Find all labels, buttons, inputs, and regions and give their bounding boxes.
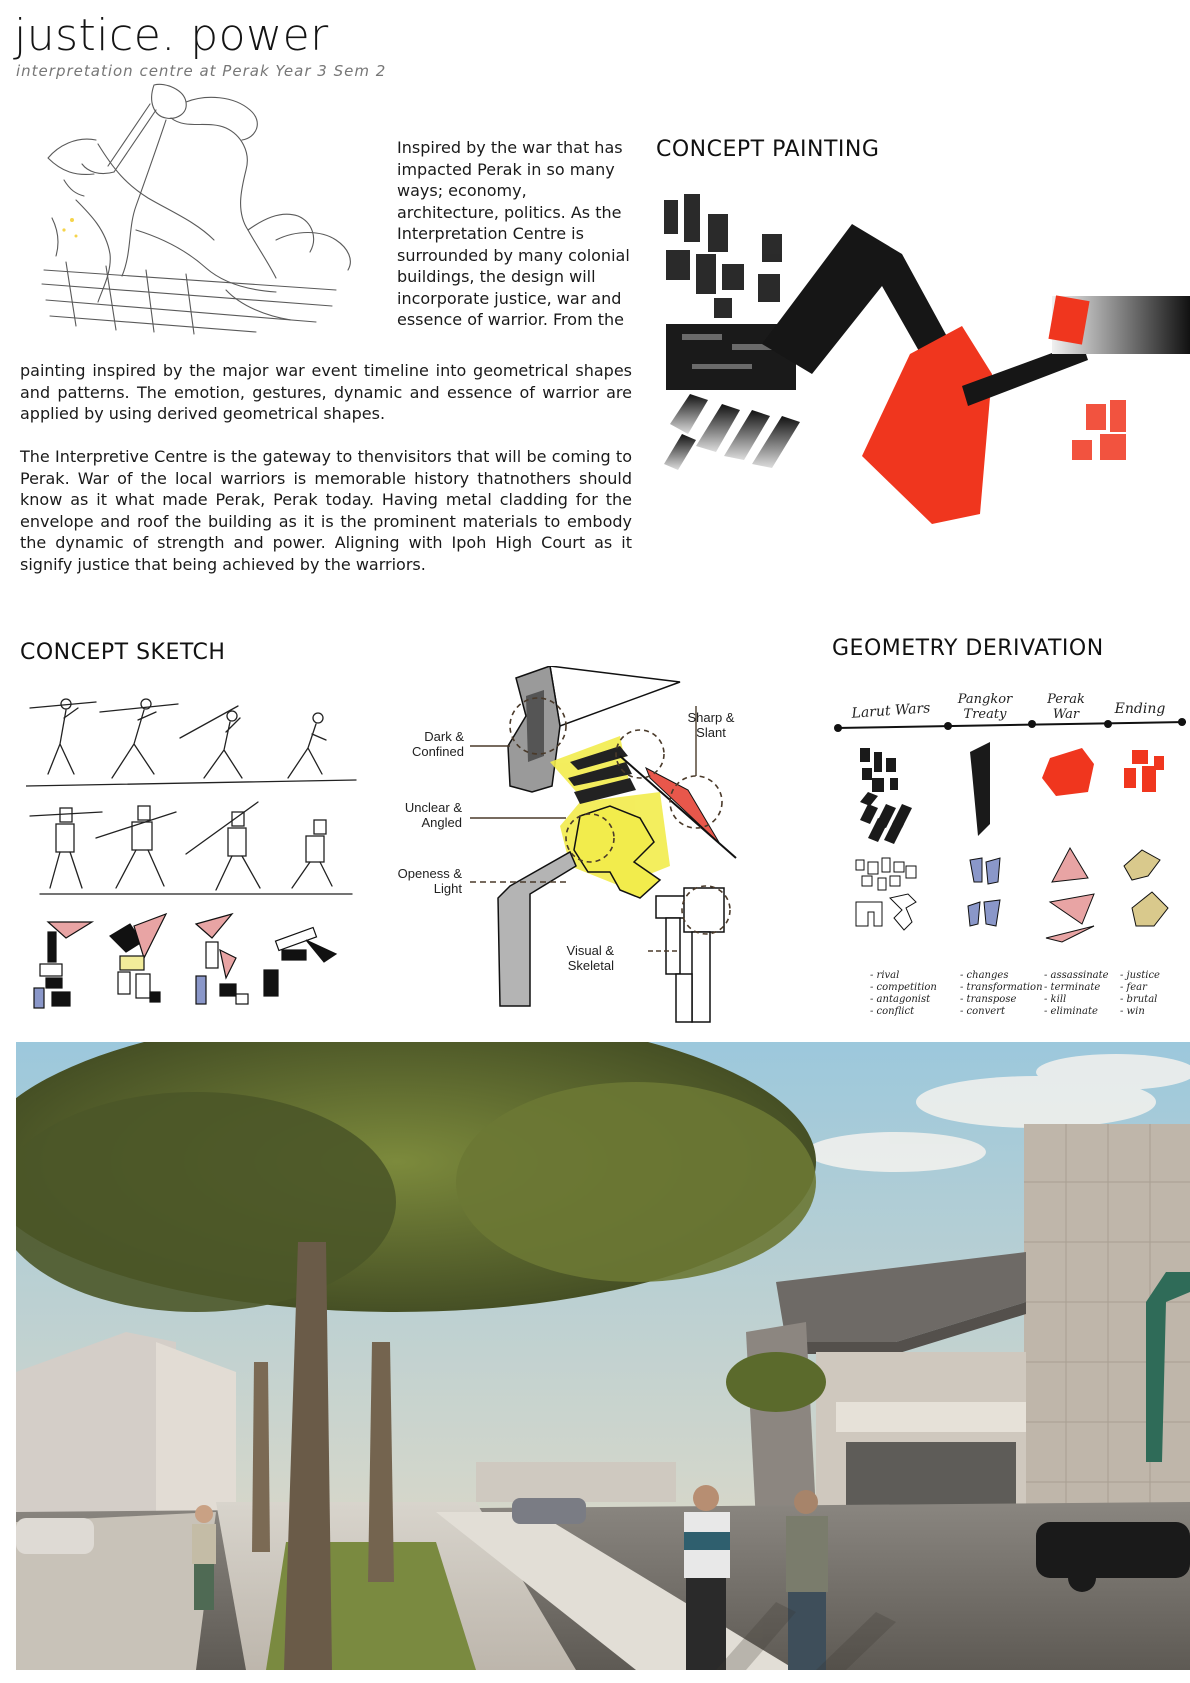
warrior-line-sketch (36, 80, 386, 340)
description-paragraph: The Interpretive Centre is the gateway to thenvisitors that will be coming to Perak. War of the local warriors is memorable history thatnothers should know as it what made Perak, Perak today. Having metal cladding for the envelope and roof the building as it is the prominent materials to embody the dynamic of strength and power. Aligning with Ipoh High Court as it signify justice that being achieved by the warriors. (20, 447, 632, 574)
note-line: - terminate (1044, 982, 1101, 993)
timeline-label-pangkor-treaty: Pangkor Treaty (957, 692, 1013, 722)
geometry-derivation-heading: GEOMETRY DERIVATION (832, 636, 1104, 661)
annotation-visual-skeletal: Visual & Skeletal (566, 943, 614, 973)
concept-painting-heading: CONCEPT PAINTING (656, 137, 880, 162)
page-title: justice. power (14, 10, 329, 61)
annotation-unclear-angled: Unclear & Angled (404, 800, 462, 830)
annotation-openess-light: Openess & Light (397, 866, 462, 896)
timeline-label-larut-wars: Larut Wars (851, 700, 931, 722)
annotation-sharp-slant: Sharp & Slant (687, 710, 735, 740)
annotation-dark-confined: Dark & Confined (411, 729, 464, 759)
concept-sketch-figures (26, 688, 366, 1020)
note-line: - competition (870, 982, 937, 993)
page-subtitle: interpretation centre at Perak Year 3 Sem 2 (16, 62, 387, 80)
note-line: - win (1120, 1006, 1145, 1017)
timeline-notes-pangkor-treaty (960, 970, 1043, 1018)
architectural-render (16, 1042, 1190, 1670)
timeline-notes-larut-wars (870, 970, 937, 1018)
timeline-label-perak-war: Perak War (1047, 692, 1085, 722)
note-line: - transformation (960, 982, 1043, 993)
timeline-notes-perak-war (1044, 970, 1109, 1018)
note-line: - transpose (960, 994, 1017, 1005)
note-line: - justice (1120, 970, 1160, 981)
note-line: - antagonist (870, 994, 931, 1005)
note-line: - brutal (1120, 994, 1158, 1005)
note-line: - kill (1044, 994, 1067, 1005)
note-line: - convert (960, 1006, 1005, 1017)
timeline-notes-ending (1120, 970, 1160, 1018)
geometry-derivation-diagram (832, 712, 1190, 966)
annotation-leader-openess (470, 876, 570, 896)
concept-sketch-heading: CONCEPT SKETCH (20, 640, 226, 665)
timeline-label-ending: Ending (1114, 701, 1166, 717)
intro-paragraph-full: painting inspired by the major war event timeline into geometrical shapes and patterns. The emotion, gestures, dynamic and essence of warrior are applied by using derived geometrical shapes. (20, 361, 632, 423)
note-line: - conflict (870, 1006, 915, 1017)
intro-paragraph-right: Inspired by the war that has impacted Perak in so many ways; economy, architecture, politics. As the Interpretation Centre is surrounded by many colonial buildings, the design will incorporate justice, war and essence of warrior. From the (397, 138, 630, 329)
concept-painting (662, 194, 1190, 534)
note-line: - rival (870, 970, 900, 981)
note-line: - fear (1120, 982, 1147, 993)
note-line: - assassinate (1044, 970, 1109, 981)
note-line: - changes (960, 970, 1009, 981)
note-line: - eliminate (1044, 1006, 1098, 1017)
